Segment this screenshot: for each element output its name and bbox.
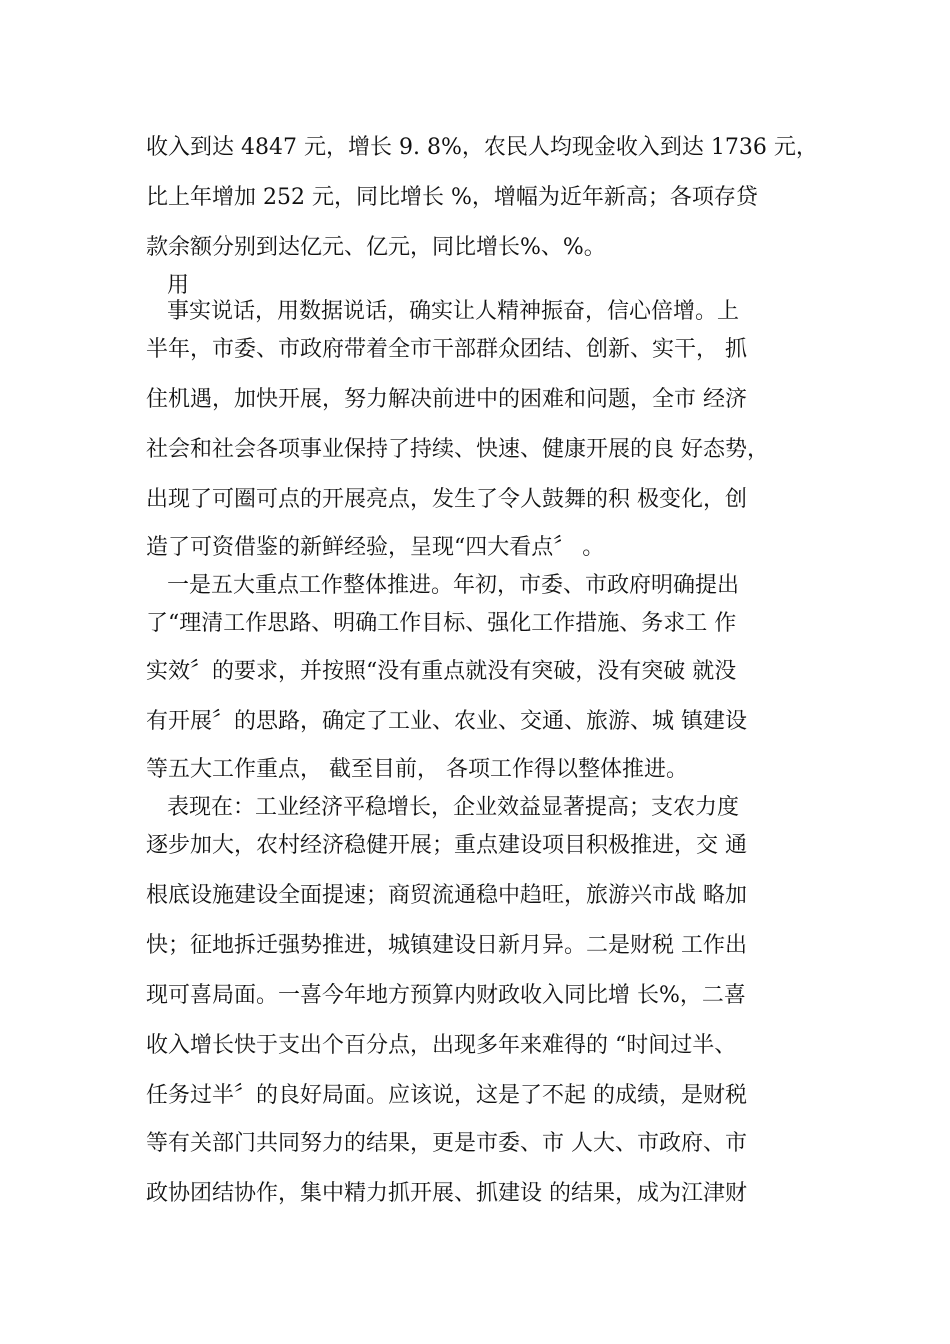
- text-line-17: 逐步加大，农村经济稳健开展；重点建设项目积极推进，交 通: [146, 833, 747, 858]
- text-line-15: 等五大工作重点， 截至目前， 各项工作得以整体推进。: [146, 757, 688, 782]
- text-line-5: 事实说话，用数据说话，确实让人精神振奋，信心倍增。上: [167, 299, 740, 324]
- text-line-10: 造了可资借鉴的新鲜经验，呈现“四大看点〞 。: [146, 535, 605, 560]
- text-line-21: 收入增长快于支出个百分点，出现多年来难得的 “时间过半、: [146, 1033, 737, 1058]
- text-line-4: 用: [167, 273, 190, 298]
- text-line-2: 比上年增加 252 元，同比增长 %，增幅为近年新高；各项存贷: [146, 185, 758, 210]
- text-line-9: 出现了可圈可点的开展亮点，发生了令人鼓舞的积 极变化，创: [146, 487, 747, 512]
- text-line-23: 等有关部门共同努力的结果，更是市委、市 人大、市政府、市: [146, 1131, 747, 1156]
- text-line-8: 社会和社会各项事业保持了持续、快速、健康开展的良 好态势，: [146, 437, 769, 462]
- text-line-13: 实效〞的要求，并按照“没有重点就没有突破，没有突破 就没: [146, 659, 737, 684]
- text-line-22: 任务过半〞的良好局面。应该说，这是了不起 的成绩，是财税: [146, 1083, 747, 1108]
- text-line-16: 表现在：工业经济平稳增长，企业效益显著提高；支农力度: [167, 795, 740, 820]
- text-line-6: 半年，市委、市政府带着全市干部群众团结、创新、实干， 抓: [146, 337, 747, 362]
- text-line-19: 快；征地拆迁强势推进，城镇建设日新月异。二是财税 工作出: [146, 933, 747, 958]
- text-line-14: 有开展〞的思路，确定了工业、农业、交通、旅游、城 镇建设: [146, 709, 747, 734]
- text-line-3: 款余额分别到达亿元、亿元，同比增长%、%。: [146, 235, 606, 260]
- text-line-24: 政协团结协作，集中精力抓开展、抓建设 的结果，成为江津财: [146, 1181, 747, 1206]
- text-line-20: 现可喜局面。一喜今年地方预算内财政收入同比增 长%，二喜: [146, 983, 746, 1008]
- text-line-1: 收入到达 4847 元，增长 9. 8%，农民人均现金收入到达 1736 元，: [146, 135, 818, 160]
- text-line-12: 了“理清工作思路、明确工作目标、强化工作措施、务求工 作: [146, 611, 737, 636]
- text-line-11: 一是五大重点工作整体推进。年初，市委、市政府明确提出: [167, 573, 740, 598]
- text-line-7: 住机遇，加快开展，努力解决前进中的困难和问题，全市 经济: [146, 387, 747, 412]
- text-line-18: 根底设施建设全面提速；商贸流通稳中趋旺，旅游兴市战 略加: [146, 883, 747, 908]
